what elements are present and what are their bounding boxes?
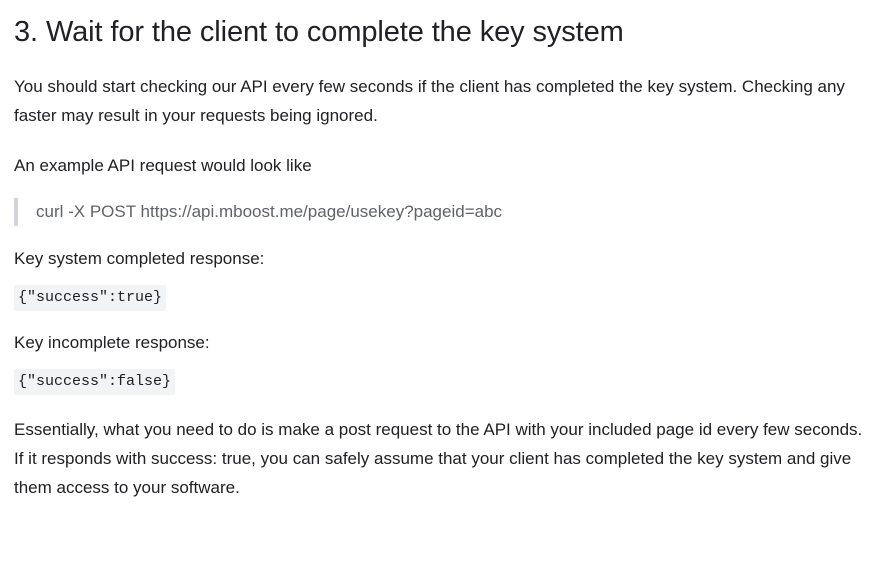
incomplete-response-label: Key incomplete response: — [14, 333, 210, 352]
incomplete-response-code: {"success":false} — [14, 369, 175, 395]
completed-response-row — [14, 285, 868, 311]
curl-command-text: curl -X POST https://api.mboost.me/page/usekey?pageid=abc — [36, 202, 503, 221]
completed-response-code: {"success":true} — [14, 285, 166, 311]
incomplete-response-row — [14, 369, 868, 395]
page-title: 3. Wait for the client to complete the key system — [14, 16, 624, 48]
completed-response-label: Key system completed response: — [14, 249, 265, 268]
example-request-intro: An example API request would look like — [14, 156, 312, 175]
intro-paragraph: You should start checking our API every few seconds if the client has completed the key system. Checking any faster may result in your requests being ignored. — [14, 77, 845, 125]
summary-paragraph: Essentially, what you need to do is make a post request to the API with your included page id every few seconds. If it responds with success: true, you can safely assume that your client has completed the key system and give them access to your software. — [14, 420, 863, 497]
code-blockquote — [14, 198, 868, 226]
